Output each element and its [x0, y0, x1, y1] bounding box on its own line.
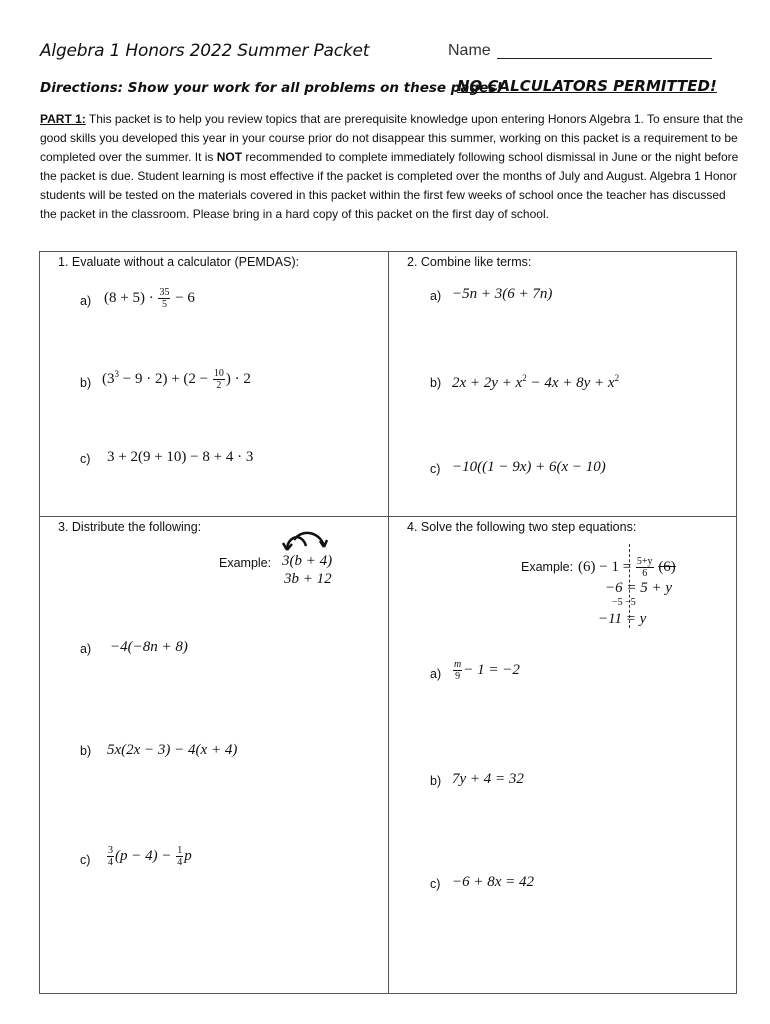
q1b-expression: $(3^3 - 9 \cdot 2) + (2$ − $\frac{10}{2}$ ) · 2: [102, 368, 251, 391]
q1a-label: a): [80, 294, 92, 308]
q2-heading: 2. Combine like terms:: [407, 255, 532, 269]
no-calculators-notice: NO CALCULATORS PERMITTED!: [457, 77, 717, 95]
q2c-label: c): [430, 462, 441, 476]
q3b-label: b): [80, 744, 92, 758]
q4c-label: c): [430, 877, 441, 891]
q4-example-line1: (6) − 1 = $\frac{5+y}{6}$ (6): [578, 556, 676, 579]
q3b-expression: 5x(2x − 3) − 4(x + 4): [107, 742, 238, 758]
directions-text: Directions: Show your work for all problems on these pages!: [40, 80, 503, 96]
q3a-label: a): [80, 642, 92, 656]
q2c-expression: −10((1 − 9x) + 6(x − 10): [452, 459, 606, 475]
q4a-expression: $\frac{m}{9}$ − 1 = −2: [454, 659, 520, 682]
intro-text-1: This packet is to help you review topics that are prerequisite knowledge upon entering Honors Algebra 1. To ensure that the good skills you developed this year in your course prior do not disappear this summer, working on this packet is a requirement to be completed over the summer. It is: [40, 112, 744, 164]
q3a-expression: −4(−8n + 8): [110, 639, 188, 655]
q2a-label: a): [430, 289, 442, 303]
grid-divider-horizontal: [39, 516, 737, 517]
q4a-label: a): [430, 667, 442, 681]
q4b-label: b): [430, 774, 442, 788]
name-blank-line[interactable]: [497, 58, 712, 59]
q2b-label: b): [430, 376, 442, 390]
q4-example-label: Example:: [521, 560, 574, 574]
q3-example-label: Example:: [219, 556, 272, 570]
part-label: PART 1:: [40, 112, 86, 126]
intro-text-2: recommended to complete immediately following school dismissal in June or the night before the packet is due. Student learning is most effective if the packet is completed over the months of July and August. Algebra 1 Honor students will be tested on the materials covered in this packet within the first few weeks of school once the teacher has discussed the packet in the classroom. Please bring in a hard copy of this packet on the first day of school.: [40, 150, 739, 221]
q1b-label: b): [80, 376, 92, 390]
q3-example-line1: 3(b + 4): [282, 553, 333, 569]
q3-example-line2: 3b + 12: [284, 571, 332, 587]
q2b-expression: $2x + 2y + x^2 - 4x + 8y + x^2$: [452, 373, 620, 391]
q1a-expression: (8 + 5) · $\frac{35}{5}$ − 6: [104, 287, 195, 310]
q1c-label: c): [80, 452, 91, 466]
page-title: Algebra 1 Honors 2022 Summer Packet: [40, 41, 370, 61]
q1-heading: 1. Evaluate without a calculator (PEMDAS):: [58, 255, 300, 269]
q4-example-line3: −5 −5: [612, 597, 636, 608]
q4-example-line4: −11 = y: [598, 611, 647, 627]
q4b-expression: 7y + 4 = 32: [452, 771, 524, 787]
q4-example-line2: −6 = 5 + y: [605, 580, 673, 596]
q4c-expression: −6 + 8x = 42: [452, 874, 535, 890]
q3-heading: 3. Distribute the following:: [58, 520, 202, 534]
q2a-expression: −5n + 3(6 + 7n): [452, 286, 553, 302]
name-label: Name: [448, 42, 491, 59]
q3c-expression: $\frac{3}{4}$ (p − 4) − $\frac{1}{4}$ p: [108, 845, 192, 868]
q4-heading: 4. Solve the following two step equations:: [407, 520, 637, 534]
q3c-label: c): [80, 853, 91, 867]
q1c-expression: 3 + 2(9 + 10) − 8 + 4 · 3: [107, 449, 254, 465]
intro-not-word: NOT: [216, 150, 243, 164]
grid-divider-vertical: [388, 251, 389, 994]
intro-paragraph: [40, 110, 744, 224]
